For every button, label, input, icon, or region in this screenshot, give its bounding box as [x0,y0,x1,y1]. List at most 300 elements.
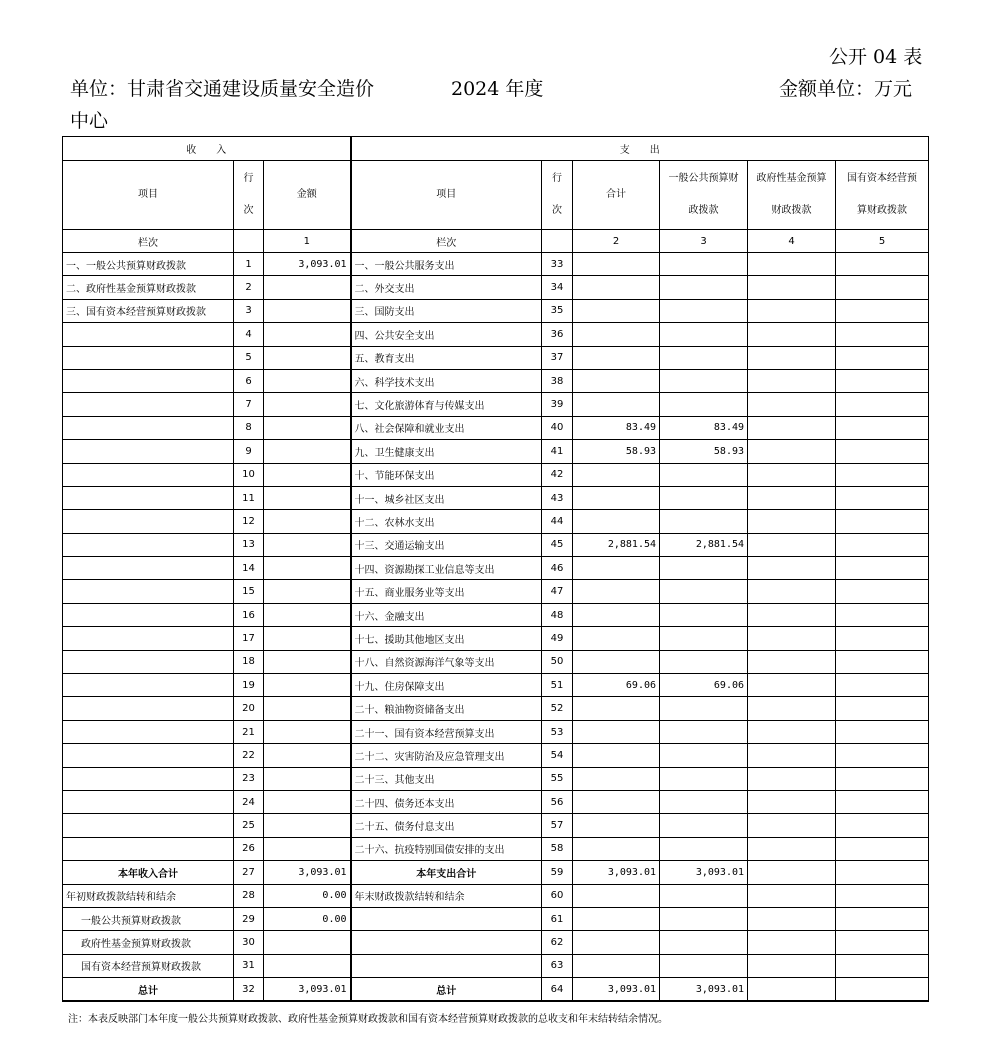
expense-state-capital [836,440,929,463]
expense-state-capital [836,814,929,837]
expense-general-budget [660,346,748,369]
expense-general-budget [660,814,748,837]
expense-gov-fund [748,253,836,276]
expense-state-capital [836,299,929,322]
expense-item: 十八、自然资源海洋气象等支出 [351,650,542,673]
income-item [63,346,234,369]
income-item [63,650,234,673]
expense-total [573,486,660,509]
expense-gov-fund [748,486,836,509]
expense-line-no: 44 [542,510,573,533]
col-expense-line: 行次 [542,161,573,230]
income-item [63,720,234,743]
expense-state-capital [836,790,929,813]
income-item [63,674,234,697]
expense-item: 二十六、抗疫特别国债安排的支出 [351,837,542,860]
expense-item: 年末财政拨款结转和结余 [351,884,542,907]
table-row [63,580,929,603]
table-row [63,533,929,556]
table-row [63,627,929,650]
expense-total [573,744,660,767]
expense-total [573,790,660,813]
expense-total [573,650,660,673]
table-row [63,907,929,930]
unit-name: 单位：甘肃省交通建设质量安全造价 [70,78,375,100]
income-section-title: 收 入 [63,137,351,161]
expense-state-capital [836,931,929,954]
expense-line-no: 46 [542,557,573,580]
expense-item [351,931,542,954]
income-amount: 3,093.01 [264,253,351,276]
table-row [63,954,929,977]
expense-line-no: 58 [542,837,573,860]
income-line-no: 13 [234,533,264,556]
idx-label: 栏次 [63,230,234,253]
income-line-no: 31 [234,954,264,977]
table-row [63,650,929,673]
expense-state-capital [836,650,929,673]
expense-gov-fund [748,627,836,650]
expense-general-budget [660,510,748,533]
income-amount [264,299,351,322]
expense-gov-fund [748,369,836,392]
col-general-budget: 一般公共预算财政拨款 [660,161,748,230]
expense-gov-fund [748,416,836,439]
table-row [63,253,929,276]
expense-state-capital [836,861,929,884]
income-item: 二、政府性基金预算财政拨款 [63,276,234,299]
income-amount [264,931,351,954]
expense-item: 十六、金融支出 [351,603,542,626]
expense-line-no: 56 [542,790,573,813]
income-line-no: 9 [234,440,264,463]
expense-general-budget [660,931,748,954]
expense-total: 69.06 [573,674,660,697]
income-line-no: 16 [234,603,264,626]
expense-general-budget [660,790,748,813]
income-line-no: 6 [234,369,264,392]
income-line-no: 29 [234,907,264,930]
expense-state-capital [836,486,929,509]
income-item: 年初财政拨款结转和结余 [63,884,234,907]
income-line-no: 3 [234,299,264,322]
income-item: 政府性基金预算财政拨款 [63,931,234,954]
income-item [63,790,234,813]
expense-item [351,907,542,930]
expense-item: 二、外交支出 [351,276,542,299]
income-amount [264,440,351,463]
table-row [63,346,929,369]
expense-item [351,954,542,977]
expense-line-no: 51 [542,674,573,697]
expense-state-capital [836,744,929,767]
income-line-no: 7 [234,393,264,416]
expense-state-capital [836,323,929,346]
expense-item: 十七、援助其他地区支出 [351,627,542,650]
expense-line-no: 42 [542,463,573,486]
table-row [63,276,929,299]
expense-general-budget [660,650,748,673]
expense-item: 二十三、其他支出 [351,767,542,790]
income-amount [264,627,351,650]
table-row [63,416,929,439]
income-item [63,369,234,392]
expense-total [573,954,660,977]
idx-3: 3 [660,230,748,253]
income-item [63,697,234,720]
income-amount [264,369,351,392]
income-item [63,463,234,486]
expense-item: 十二、农林水支出 [351,510,542,533]
expense-total [573,837,660,860]
expense-item: 五、教育支出 [351,346,542,369]
expense-total [573,931,660,954]
income-line-no: 15 [234,580,264,603]
expense-general-budget [660,627,748,650]
section-header-row [63,137,929,161]
idx-4: 4 [748,230,836,253]
income-item: 本年收入合计 [63,861,234,884]
expense-item: 四、公共安全支出 [351,323,542,346]
expense-gov-fund [748,533,836,556]
expense-state-capital [836,884,929,907]
expense-line-no: 52 [542,697,573,720]
expense-item: 二十五、债务付息支出 [351,814,542,837]
expense-gov-fund [748,907,836,930]
expense-gov-fund [748,954,836,977]
income-line-no: 25 [234,814,264,837]
expense-general-budget [660,954,748,977]
expense-state-capital [836,253,929,276]
column-index-row [63,230,929,253]
expense-state-capital [836,837,929,860]
idx-label: 栏次 [351,230,542,253]
income-line-no: 22 [234,744,264,767]
income-line-no: 32 [234,978,264,1001]
table-row [63,393,929,416]
expense-total: 3,093.01 [573,978,660,1001]
expense-total [573,557,660,580]
expense-general-budget [660,697,748,720]
expense-gov-fund [748,720,836,743]
expense-item: 总计 [351,978,542,1001]
expense-line-no: 64 [542,978,573,1001]
income-line-no: 2 [234,276,264,299]
expense-total [573,580,660,603]
expense-line-no: 60 [542,884,573,907]
expense-line-no: 55 [542,767,573,790]
income-line-no: 11 [234,486,264,509]
expense-gov-fund [748,814,836,837]
expense-line-no: 59 [542,861,573,884]
income-amount [264,393,351,416]
expense-state-capital [836,627,929,650]
income-amount: 0.00 [264,907,351,930]
expense-line-no: 57 [542,814,573,837]
expense-gov-fund [748,603,836,626]
expense-total [573,907,660,930]
expense-line-no: 45 [542,533,573,556]
expense-general-budget: 69.06 [660,674,748,697]
expense-gov-fund [748,837,836,860]
expense-line-no: 48 [542,603,573,626]
expense-total [573,603,660,626]
expense-line-no: 49 [542,627,573,650]
income-item [63,837,234,860]
idx-1: 1 [264,230,351,253]
expense-general-budget: 3,093.01 [660,978,748,1001]
income-item: 国有资本经营预算财政拨款 [63,954,234,977]
expense-line-no: 61 [542,907,573,930]
table-row [63,814,929,837]
expense-line-no: 43 [542,486,573,509]
expense-state-capital [836,369,929,392]
expense-gov-fund [748,276,836,299]
table-row [63,884,929,907]
idx-empty [234,230,264,253]
idx-empty [542,230,573,253]
expense-total: 3,093.01 [573,861,660,884]
expense-line-no: 38 [542,369,573,392]
expense-gov-fund [748,650,836,673]
expense-total [573,510,660,533]
expense-total [573,627,660,650]
income-item [63,416,234,439]
income-item [63,580,234,603]
income-item [63,393,234,416]
expense-gov-fund [748,767,836,790]
idx-5: 5 [836,230,929,253]
expense-line-no: 36 [542,323,573,346]
expense-total [573,253,660,276]
income-line-no: 4 [234,323,264,346]
expense-state-capital [836,907,929,930]
expense-state-capital [836,720,929,743]
income-item: 一般公共预算财政拨款 [63,907,234,930]
expense-gov-fund [748,557,836,580]
income-item [63,603,234,626]
expense-item: 三、国防支出 [351,299,542,322]
income-line-no: 21 [234,720,264,743]
income-item [63,767,234,790]
expense-line-no: 35 [542,299,573,322]
income-amount [264,674,351,697]
income-item [63,486,234,509]
table-row [63,790,929,813]
expense-total [573,463,660,486]
expense-gov-fund [748,884,836,907]
income-line-no: 14 [234,557,264,580]
expense-gov-fund [748,323,836,346]
income-line-no: 19 [234,674,264,697]
expense-general-budget: 83.49 [660,416,748,439]
income-amount [264,790,351,813]
expense-general-budget [660,276,748,299]
income-item [63,627,234,650]
expense-total [573,393,660,416]
income-item: 总计 [63,978,234,1001]
expense-general-budget [660,837,748,860]
expense-state-capital [836,603,929,626]
expense-item: 十一、城乡社区支出 [351,486,542,509]
table-row [63,463,929,486]
expense-line-no: 63 [542,954,573,977]
col-income-line: 行次 [234,161,264,230]
expense-item: 二十一、国有资本经营预算支出 [351,720,542,743]
income-line-no: 18 [234,650,264,673]
expense-state-capital [836,416,929,439]
table-row [63,369,929,392]
income-line-no: 23 [234,767,264,790]
table-row [63,861,929,884]
income-line-no: 1 [234,253,264,276]
income-item [63,814,234,837]
expense-item: 十九、住房保障支出 [351,674,542,697]
table-row [63,440,929,463]
expense-state-capital [836,510,929,533]
footnote: 注：本表反映部门本年度一般公共预算财政拨款、政府性基金预算财政拨款和国有资本经营预算财政拨款的总收支和年末结转结余情况。 [68,1014,668,1025]
expense-line-no: 62 [542,931,573,954]
col-gov-fund: 政府性基金预算财政拨款 [748,161,836,230]
expense-total [573,767,660,790]
unit-name-cont: 中心 [70,110,109,132]
income-amount [264,323,351,346]
income-line-no: 28 [234,884,264,907]
income-amount [264,767,351,790]
expense-total [573,697,660,720]
expense-line-no: 54 [542,744,573,767]
expense-state-capital [836,276,929,299]
expense-general-budget [660,744,748,767]
table-row [63,510,929,533]
income-item: 三、国有资本经营预算财政拨款 [63,299,234,322]
expense-gov-fund [748,674,836,697]
expense-general-budget [660,907,748,930]
col-state-capital: 国有资本经营预算财政拨款 [836,161,929,230]
expense-item: 二十、粮油物资储备支出 [351,697,542,720]
expense-total: 58.93 [573,440,660,463]
expense-gov-fund [748,697,836,720]
expense-item: 二十四、债务还本支出 [351,790,542,813]
income-amount [264,720,351,743]
expense-general-budget [660,580,748,603]
income-item [63,557,234,580]
expense-total [573,884,660,907]
expense-general-budget [660,463,748,486]
expense-state-capital [836,978,929,1001]
expense-item: 八、社会保障和就业支出 [351,416,542,439]
income-item [63,744,234,767]
expense-state-capital [836,674,929,697]
expense-general-budget [660,253,748,276]
expense-state-capital [836,557,929,580]
income-line-no: 27 [234,861,264,884]
expense-gov-fund [748,978,836,1001]
expense-gov-fund [748,931,836,954]
table-row [63,603,929,626]
expense-general-budget [660,557,748,580]
expense-total [573,299,660,322]
form-number: 公开 04 表 [829,46,923,68]
income-line-no: 12 [234,510,264,533]
expense-general-budget [660,884,748,907]
income-line-no: 8 [234,416,264,439]
column-header-row [63,161,929,230]
expense-item: 二十二、灾害防治及应急管理支出 [351,744,542,767]
expense-line-no: 37 [542,346,573,369]
income-amount [264,580,351,603]
expense-gov-fund [748,393,836,416]
expense-state-capital [836,697,929,720]
expense-state-capital [836,463,929,486]
expense-total: 2,881.54 [573,533,660,556]
expense-item: 六、科学技术支出 [351,369,542,392]
expense-item: 十五、商业服务业等支出 [351,580,542,603]
expense-general-budget [660,603,748,626]
income-line-no: 20 [234,697,264,720]
col-expense-total: 合计 [573,161,660,230]
expense-total: 83.49 [573,416,660,439]
table-row [63,697,929,720]
income-item [63,323,234,346]
income-line-no: 30 [234,931,264,954]
expense-item: 九、卫生健康支出 [351,440,542,463]
expense-general-budget [660,767,748,790]
expense-section-title: 支 出 [351,137,929,161]
expense-general-budget [660,720,748,743]
expense-gov-fund [748,580,836,603]
expense-state-capital [836,533,929,556]
expense-state-capital [836,954,929,977]
expense-gov-fund [748,440,836,463]
table-row [63,744,929,767]
expense-general-budget: 3,093.01 [660,861,748,884]
income-amount [264,954,351,977]
col-income-amount: 金额 [264,161,351,230]
income-amount [264,510,351,533]
expense-line-no: 47 [542,580,573,603]
expense-line-no: 39 [542,393,573,416]
expense-general-budget [660,369,748,392]
income-amount [264,603,351,626]
table-row [63,299,929,322]
income-amount [264,463,351,486]
expense-total [573,720,660,743]
table-row [63,720,929,743]
expense-general-budget [660,486,748,509]
expense-line-no: 40 [542,416,573,439]
income-line-no: 17 [234,627,264,650]
expense-item: 十、节能环保支出 [351,463,542,486]
idx-2: 2 [573,230,660,253]
expense-general-budget [660,299,748,322]
expense-general-budget [660,393,748,416]
income-amount [264,533,351,556]
income-amount: 3,093.01 [264,978,351,1001]
expense-state-capital [836,346,929,369]
table-row [63,931,929,954]
expense-line-no: 50 [542,650,573,673]
fiscal-appropriation-table [62,136,929,1002]
income-line-no: 5 [234,346,264,369]
income-amount: 0.00 [264,884,351,907]
expense-gov-fund [748,463,836,486]
expense-state-capital [836,580,929,603]
expense-state-capital [836,767,929,790]
expense-general-budget: 2,881.54 [660,533,748,556]
expense-line-no: 34 [542,276,573,299]
income-item [63,533,234,556]
